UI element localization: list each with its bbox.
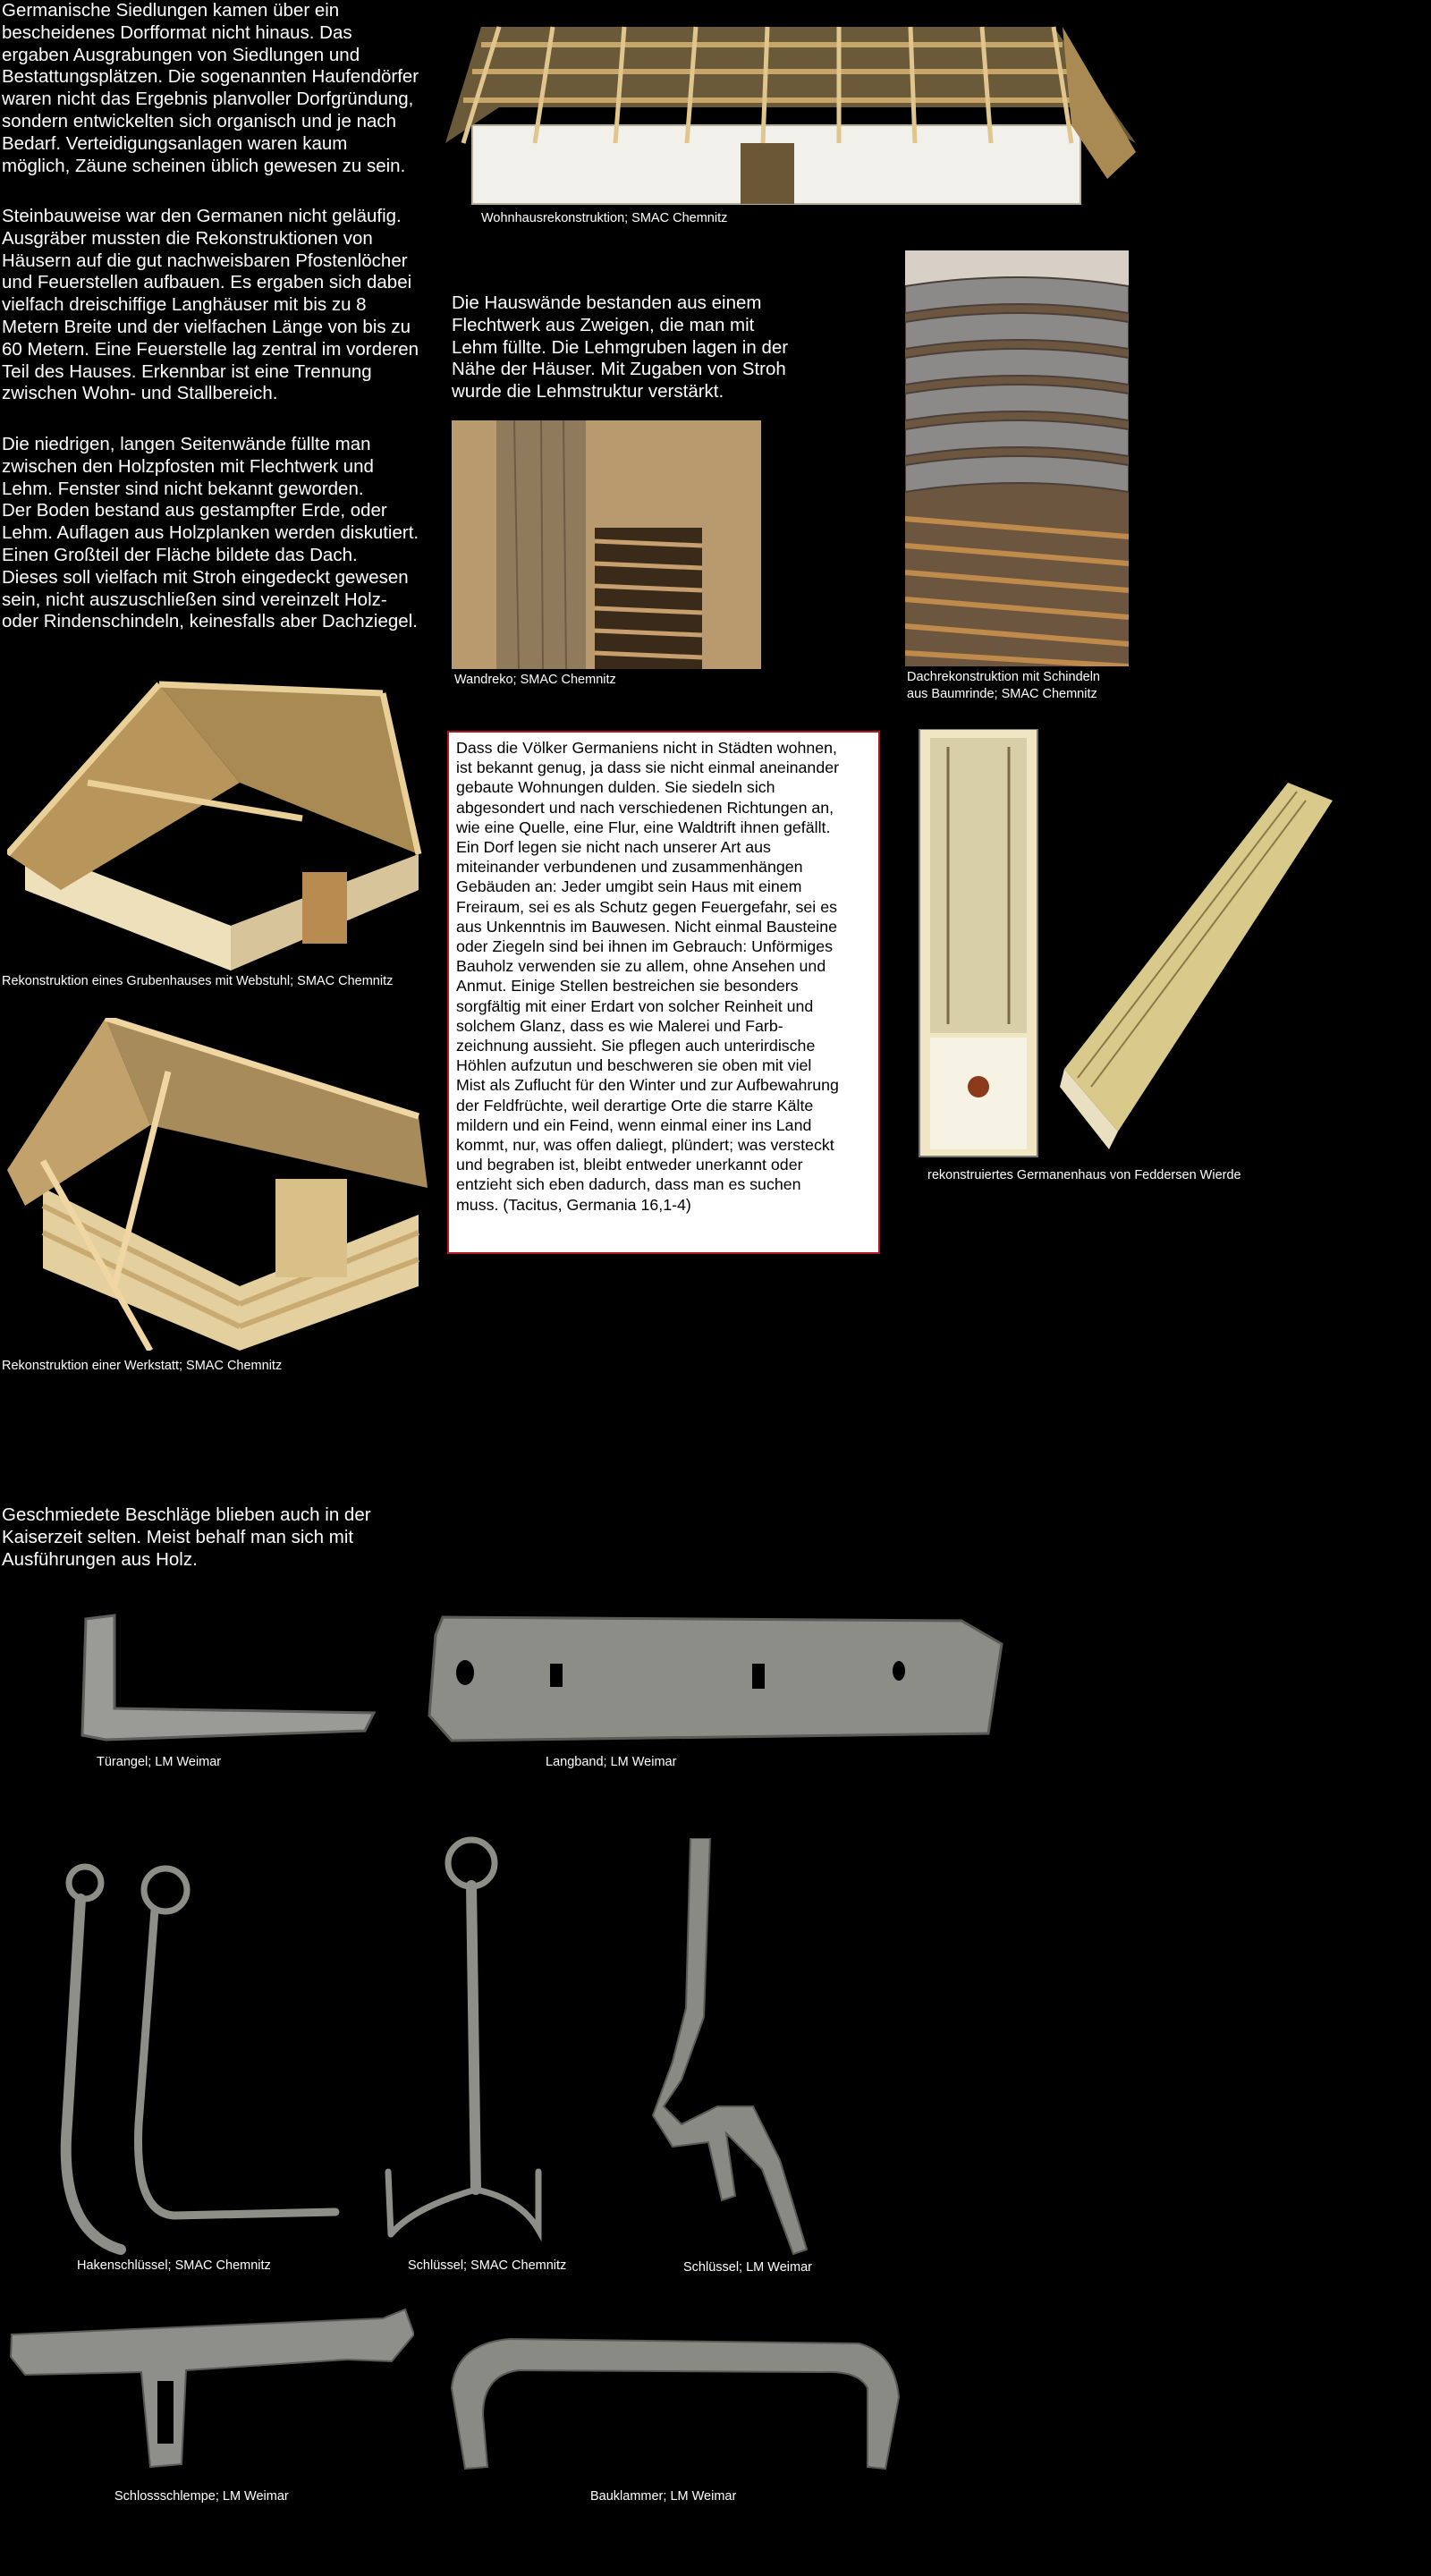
caption-wohnhaus: Wohnhausrekonstruktion; SMAC Chemnitz bbox=[481, 211, 728, 225]
longhouse-reconstruction-image bbox=[445, 18, 1136, 208]
fittings-text: Geschmiedete Beschläge blieben auch in der Kaiserzeit selten. Meist behalf man sich mit Ausführungen aus Holz. bbox=[2, 1504, 371, 1570]
caption-tuerangel: Türangel; LM Weimar bbox=[97, 1755, 222, 1769]
door-hinge-artifact-image bbox=[79, 1610, 383, 1742]
long-band-artifact-image bbox=[425, 1608, 1006, 1744]
settlements-text: Germanische Siedlungen kamen über ein bescheidenes Dorfformat nicht hinaus. Das ergaben Ausgrabungen von Siedlungen und Bestattungsplätzen. Die sogenannten Haufendörfer waren nicht das Ergebnis planvoller Dorfgründung, sondern entwickelten sich organisch und je nach Bedarf. Verteidigungsanlagen waren kaum möglich, Zäune scheinen üblich gewesen zu sein. bbox=[2, 0, 419, 176]
key-smac-artifact-image bbox=[377, 1832, 547, 2248]
lock-artifact-image bbox=[7, 2308, 414, 2473]
building-clamp-artifact-image bbox=[447, 2317, 903, 2473]
caption-langband: Langband; LM Weimar bbox=[546, 1755, 677, 1769]
caption-dach: Dachrekonstruktion mit Schindeln aus Baumrinde; SMAC Chemnitz bbox=[907, 670, 1100, 701]
tacitus-quote-box: Dass die Völker Germaniens nicht in Städten wohnen, ist bekannt genug, ja dass sie nicht einmal aneinander gebaute Wohnungen dulden. Sie siedeln sich abgesondert und nach verschiedenen Richtungen an, wie eine Quelle, eine Flur, eine Waldtrift ihnen gefällt. Ein Dorf legen sie nicht nach unserer Art aus miteinander verbundenen und zusammenhängen Gebäuden an: Jeder umgibt sein Haus mit einem Freiraum, sei es als Schutz gegen Feuergefahr, sei es aus Unkenntnis im Bauwesen. Nicht einmal Bausteine oder Ziegeln sind bei ihnen im Gebrauch: Unförmiges Bauholz verwenden sie zu allem, ohne Ansehen und Anmut. Einige Stellen bestreichen sie besonders sorgfältig mit einer Erdart von solcher Reinheit und solchem Glanz, dass es wie Malerei und Farb- zeichnung aussieht. Sie pflegen auch unterirdische Höhlen aufzutun und beschweren sie oben mit viel Mist als Zuflucht für den Winter und zur Aufbewahrung der Feldfrüchte, weil derartige Orte die starre Kälte mildern und ein Feind, wenn einmal einer ins Land kommt, nur, was offen daliegt, plündert; was versteckt und begraben ist, bleibt entweder unerkannt oder entzieht sich eben dadurch, dass man es suchen muss. (Tacitus, Germania 16,1-4) bbox=[447, 731, 880, 1254]
caption-schluessel-smac: Schlüssel; SMAC Chemnitz bbox=[408, 2258, 567, 2273]
wattle-wall-image bbox=[452, 420, 761, 669]
key-weimar-artifact-image bbox=[646, 1838, 843, 2258]
caption-werkstatt: Rekonstruktion einer Werkstatt; SMAC Chemnitz bbox=[2, 1359, 283, 1373]
caption-hakenschluessel: Hakenschlüssel; SMAC Chemnitz bbox=[77, 2258, 271, 2273]
caption-bauklammer: Bauklammer; LM Weimar bbox=[590, 2489, 737, 2504]
caption-schlossschlempe: Schlossschlempe; LM Weimar bbox=[114, 2489, 289, 2504]
caption-feddersen: rekonstruiertes Germanenhaus von Feddersen Wierde bbox=[927, 1168, 1241, 1182]
stone-construction-text: Steinbauweise war den Germanen nicht geläufig. Ausgräber mussten die Rekonstruktionen von Häusern auf die gut nachweisbaren Pfostenlöcher und Feuerstellen aufbauen. Es ergaben sich dabei vielfach dreischiffige Langhäuser mit bis zu 8 Metern Breite und der vielfachen Länge von bis zu 60 Metern. Eine Feuerstelle lag zentral im vorderen Teil des Hauses. Erkennbar ist eine Trennung zwischen Wohn- und Stallbereich. bbox=[2, 206, 419, 404]
caption-schluessel-weimar: Schlüssel; LM Weimar bbox=[683, 2260, 812, 2275]
roof-shingles-image bbox=[905, 250, 1129, 666]
pit-house-model-image bbox=[7, 675, 441, 970]
caption-grubenhaus: Rekonstruktion eines Grubenhauses mit Webstuhl; SMAC Chemnitz bbox=[2, 974, 394, 988]
caption-wandreko: Wandreko; SMAC Chemnitz bbox=[454, 673, 616, 687]
low-walls-text: Die niedrigen, langen Seitenwände füllte man zwischen den Holzpfosten mit Flechtwerk und Lehm. Fenster sind nicht bekannt geworden. Der Boden bestand aus gestampfter Erde, oder Lehm. Auflagen aus Holzplanken werden diskutiert. Einen Großteil der Fläche bildete das Dach. Dieses soll vielfach mit Stroh eingedeckt gewesen sein, nicht auszuschließen sind vereinzelt Holz- oder Rindenschindeln, keinesfalls aber Dachziegel. bbox=[2, 434, 419, 632]
house-walls-text: Die Hauswände bestanden aus einem Flechtwerk aus Zweigen, die man mit Lehm füllte. Die Lehmgruben lagen in der Nähe der Häuser. Mit Zugaben von Stroh wurde die Lehmstruktur verstärkt. bbox=[452, 292, 789, 402]
hook-keys-artifact-image bbox=[49, 1856, 344, 2258]
feddersen-wierde-house-image bbox=[912, 729, 1337, 1158]
workshop-model-image bbox=[7, 1018, 441, 1351]
